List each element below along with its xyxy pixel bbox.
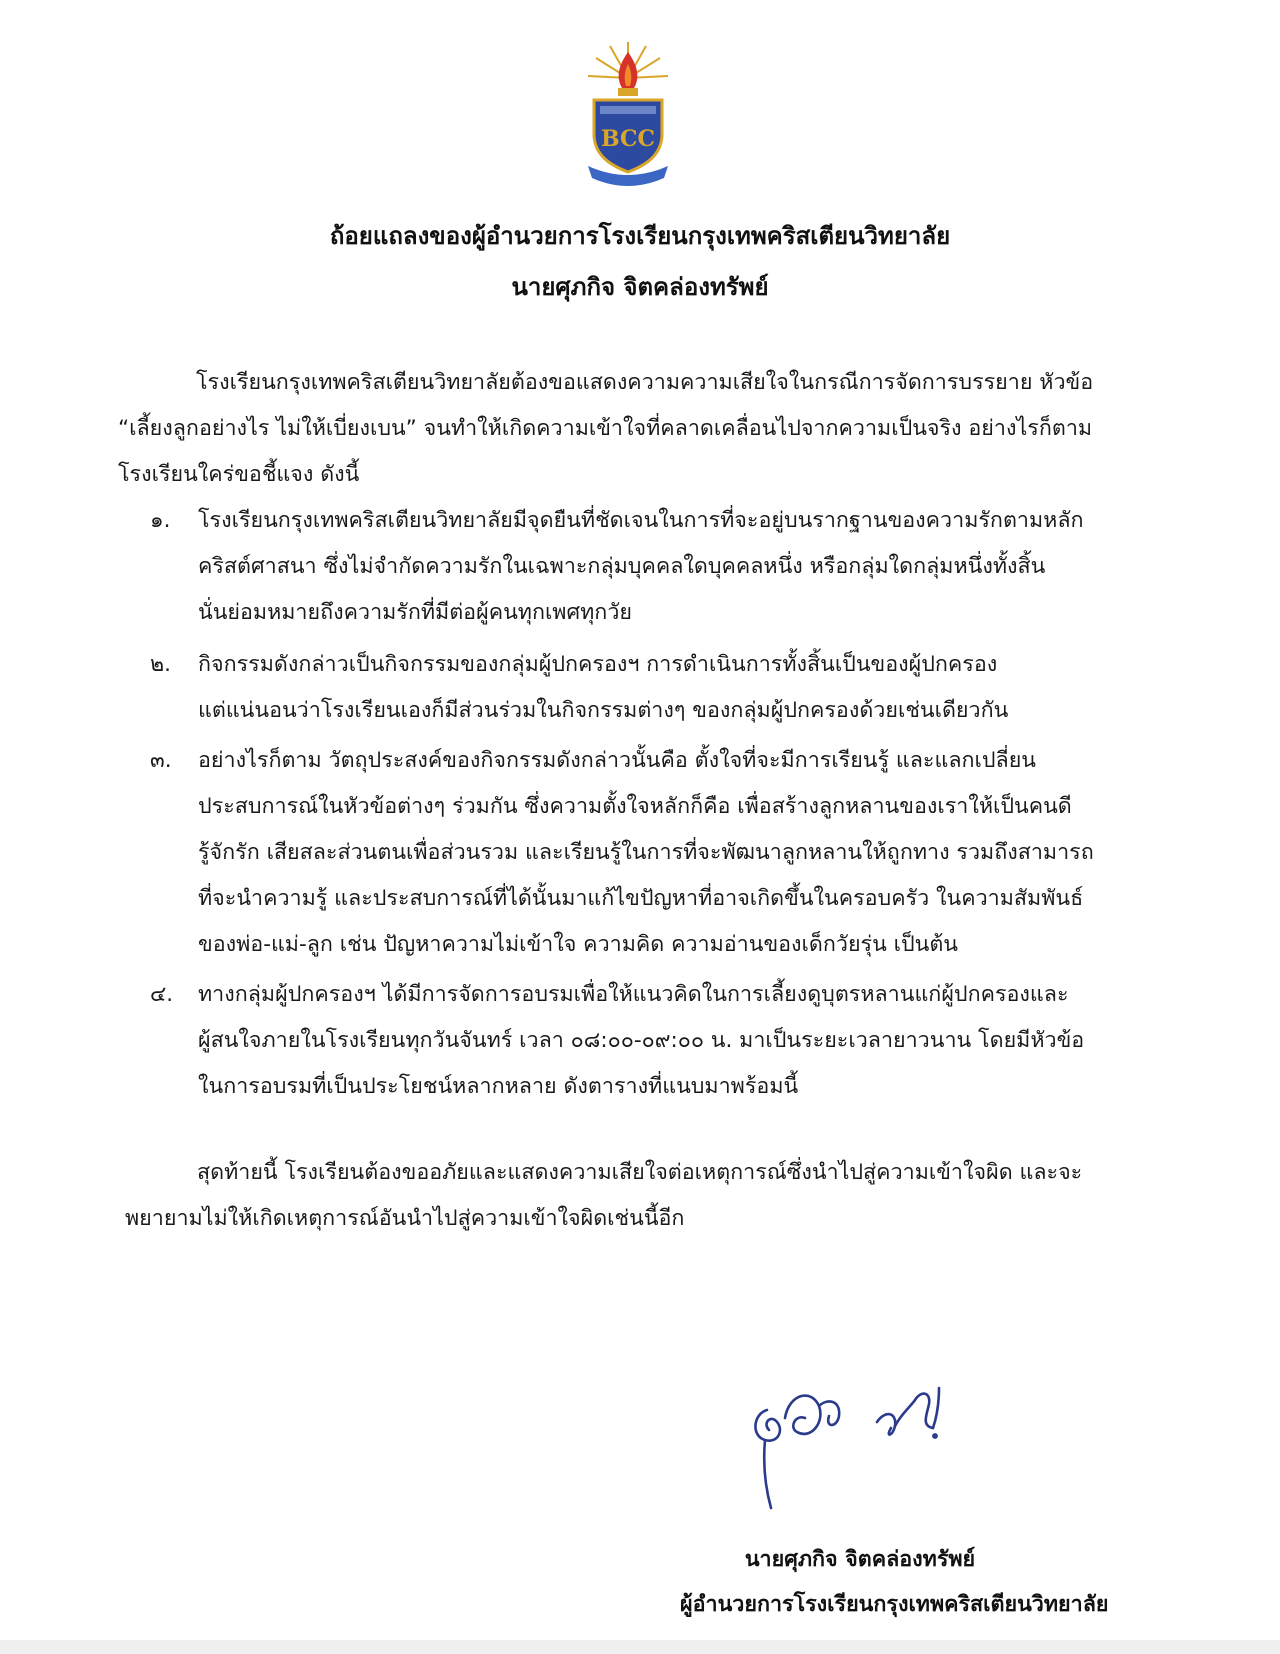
list-item-line: กิจกรรมดังกล่าวเป็นกิจกรรมของกลุ่มผู้ปกครองฯ การดำเนินการทั้งสิ้นเป็นของผู้ปกครอง bbox=[198, 652, 998, 677]
list-item-line: ของพ่อ-แม่-ลูก เช่น ปัญหาความไม่เข้าใจ ความคิด ความอ่านของเด็กวัยรุ่น เป็นต้น bbox=[198, 932, 958, 957]
list-item-line: อย่างไรก็ตาม วัตถุประสงค์ของกิจกรรมดังกล่าวนั้นคือ ตั้งใจที่จะมีการเรียนรู้ และแลกเปลี่ยน bbox=[198, 748, 1036, 773]
intro-line: “เลี้ยงลูกอย่างไร ไม่ให้เบี่ยงเบน” จนทำให้เกิดความเข้าใจที่คลาดเคลื่อนไปจากความเป็นจริง อย่างไรก็ตาม bbox=[118, 416, 1093, 441]
list-item-line: แต่แน่นอนว่าโรงเรียนเองก็มีส่วนร่วมในกิจกรรมต่างๆ ของกลุ่มผู้ปกครองด้วยเช่นเดียวกัน bbox=[198, 698, 1009, 723]
page-bottom-edge bbox=[0, 1640, 1280, 1654]
list-item-line: ผู้สนใจภายในโรงเรียนทุกวันจันทร์ เวลา ๐๘:๐๐-๐๙:๐๐ น. มาเป็นระยะเวลายาวนาน โดยมีหัวข้อ bbox=[198, 1028, 1085, 1053]
closing-line: พยายามไม่ให้เกิดเหตุการณ์อันนำไปสู่ความเข้าใจผิดเช่นนี้อีก bbox=[125, 1206, 685, 1231]
list-item-number: ๓. bbox=[150, 748, 172, 773]
list-item-text bbox=[198, 642, 1008, 734]
school-crest-icon bbox=[580, 38, 676, 188]
list-item-line: ประสบการณ์ในหัวข้อต่างๆ ร่วมกัน ซึ่งความตั้งใจหลักก็คือ เพื่อสร้างลูกหลานของเราให้เป็นคนดี bbox=[198, 794, 1072, 819]
list-item-text bbox=[198, 498, 1084, 636]
list-item-text bbox=[198, 972, 1084, 1110]
intro-paragraph bbox=[118, 360, 1138, 498]
list-item-number: ๑. bbox=[150, 508, 171, 533]
handwritten-signature bbox=[745, 1370, 995, 1510]
list-item-line: ทางกลุ่มผู้ปกครองฯ ได้มีการจัดการอบรมเพื่อให้แนวคิดในการเลี้ยงดูบุตรหลานแก่ผู้ปกครองและ bbox=[198, 982, 1069, 1007]
svg-text:BCC: BCC bbox=[600, 126, 656, 152]
list-item-number: ๔. bbox=[150, 982, 174, 1007]
document-subtitle: นายศุภกิจ จิตคล่องทรัพย์ bbox=[511, 273, 769, 301]
list-item-text bbox=[198, 738, 1094, 968]
closing-paragraph bbox=[125, 1150, 1145, 1242]
signatory-position: ผู้อำนวยการโรงเรียนกรุงเทพคริสเตียนวิทยาลัย bbox=[680, 1592, 1109, 1617]
list-item-line: โรงเรียนกรุงเทพคริสเตียนวิทยาลัยมีจุดยืนที่ชัดเจนในการที่จะอยู่บนรากฐานของความรักตามหลัก bbox=[198, 508, 1084, 533]
list-item-line: นั่นย่อมหมายถึงความรักที่มีต่อผู้คนทุกเพศทุกวัย bbox=[198, 600, 632, 625]
list-item-line: ในการอบรมที่เป็นประโยชน์หลากหลาย ดังตารางที่แนบมาพร้อมนี้ bbox=[198, 1074, 799, 1099]
list-item-number: ๒. bbox=[150, 652, 172, 677]
intro-line: โรงเรียนใคร่ขอชี้แจง ดังนี้ bbox=[118, 462, 360, 487]
list-item-line: รู้จักรัก เสียสละส่วนตนเพื่อส่วนรวม และเรียนรู้ในการที่จะพัฒนาลูกหลานให้ถูกทาง รวมถึงสามารถ bbox=[198, 840, 1094, 865]
closing-line: สุดท้ายนี้ โรงเรียนต้องขออภัยและแสดงความเสียใจต่อเหตุการณ์ซึ่งนำไปสู่ความเข้าใจผิด และจะ bbox=[197, 1160, 1083, 1185]
signatory-name: นายศุภกิจ จิตคล่องทรัพย์ bbox=[744, 1547, 976, 1572]
list-item-line: คริสต์ศาสนา ซึ่งไม่จำกัดความรักในเฉพาะกลุ่มบุคคลใดบุคคลหนึ่ง หรือกลุ่มใดกลุ่มหนึ่งทั้งสิ้น bbox=[198, 554, 1046, 579]
document-title: ถ้อยแถลงของผู้อำนวยการโรงเรียนกรุงเทพคริสเตียนวิทยาลัย bbox=[329, 222, 951, 250]
list-item-line: ที่จะนำความรู้ และประสบการณ์ที่ได้นั้นมาแก้ไขปัญหาที่อาจเกิดขึ้นในครอบครัว ในความสัมพันธ์ bbox=[198, 886, 1084, 911]
intro-line: โรงเรียนกรุงเทพคริสเตียนวิทยาลัยต้องขอแสดงความความเสียใจในกรณีการจัดการบรรยาย หัวข้อ bbox=[196, 370, 1094, 395]
